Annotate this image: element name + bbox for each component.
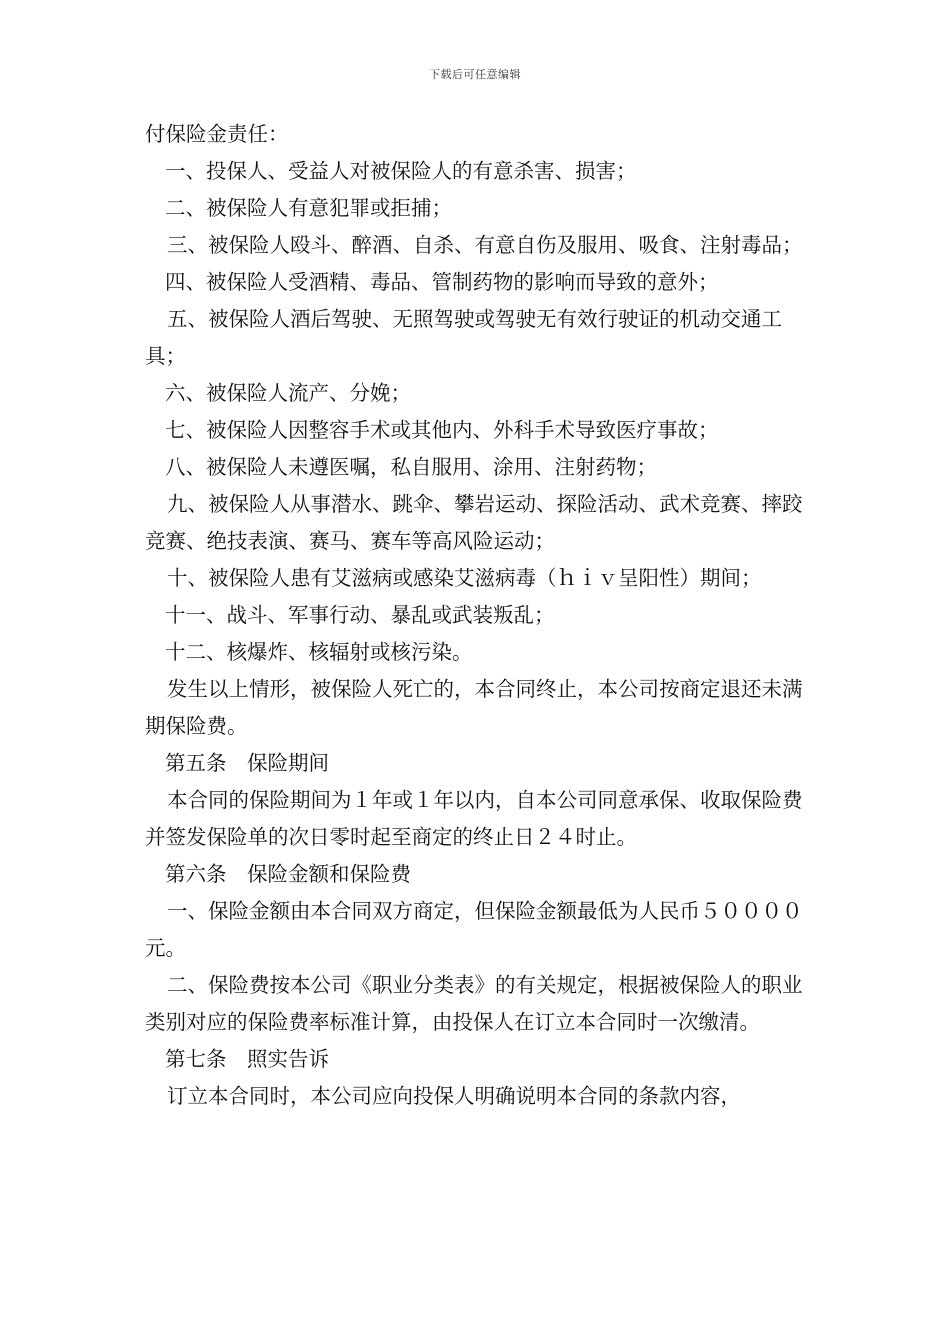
article-6-item-1: 一、保险金额由本合同双方商定，但保险金额最低为人民币５００００元。 bbox=[145, 899, 803, 960]
paragraph-exclusion-7: 七、被保险人因整容手术或其他内、外科手术导致医疗事故； bbox=[165, 418, 719, 442]
paragraph-exclusion-2: 二、被保险人有意犯罪或拒捕； bbox=[165, 196, 452, 220]
paragraph-exclusion-1: 一、投保人、受益人对被保险人的有意杀害、损害； bbox=[165, 159, 637, 183]
paragraph-exclusion-8: 八、被保险人未遵医嘱，私自服用、涂用、注射药物； bbox=[165, 455, 657, 479]
paragraph-termination-note: 发生以上情形，被保险人死亡的，本合同终止，本公司按商定退还未满期保险费。 bbox=[145, 677, 803, 738]
article-5-heading: 第五条 保险期间 bbox=[165, 751, 329, 775]
paragraph-exclusion-12: 十二、核爆炸、核辐射或核污染。 bbox=[165, 640, 473, 664]
document-body bbox=[145, 116, 810, 1115]
article-7-body: 订立本合同时，本公司应向投保人明确说明本合同的条款内容， bbox=[167, 1084, 741, 1108]
paragraph-exclusion-10: 十、被保险人患有艾滋病或感染艾滋病毒（ｈｉｖ呈阳性）期间； bbox=[167, 566, 762, 590]
page-header: 下载后可任意编辑 bbox=[429, 68, 521, 81]
paragraph-exclusion-6: 六、被保险人流产、分娩； bbox=[165, 381, 411, 405]
paragraph-liability-intro: 付保险金责任： bbox=[145, 122, 289, 146]
paragraph-exclusion-4: 四、被保险人受酒精、毒品、管制药物的影响而导致的意外； bbox=[165, 270, 719, 294]
paragraph-exclusion-11: 十一、战斗、军事行动、暴乱或武装叛乱； bbox=[165, 603, 555, 627]
article-6-item-2: 二、保险费按本公司《职业分类表》的有关规定，根据被保险人的职业类别对应的保险费率标准计算，由投保人在订立本合同时一次缴清。 bbox=[145, 973, 803, 1034]
paragraph-exclusion-9: 九、被保险人从事潜水、跳伞、攀岩运动、探险活动、武术竞赛、摔跤竞赛、绝技表演、赛马、赛车等高风险运动； bbox=[145, 492, 803, 553]
article-6-heading: 第六条 保险金额和保险费 bbox=[165, 862, 411, 886]
paragraph-exclusion-3: 三、被保险人殴斗、醉酒、自杀、有意自伤及服用、吸食、注射毒品； bbox=[167, 233, 803, 257]
article-7-heading: 第七条 照实告诉 bbox=[165, 1047, 329, 1071]
article-5-body: 本合同的保险期间为１年或１年以内，自本公司同意承保、收取保险费并签发保险单的次日零时起至商定的终止日２４时止。 bbox=[145, 788, 803, 849]
paragraph-exclusion-5: 五、被保险人酒后驾驶、无照驾驶或驾驶无有效行驶证的机动交通工具； bbox=[145, 307, 782, 368]
